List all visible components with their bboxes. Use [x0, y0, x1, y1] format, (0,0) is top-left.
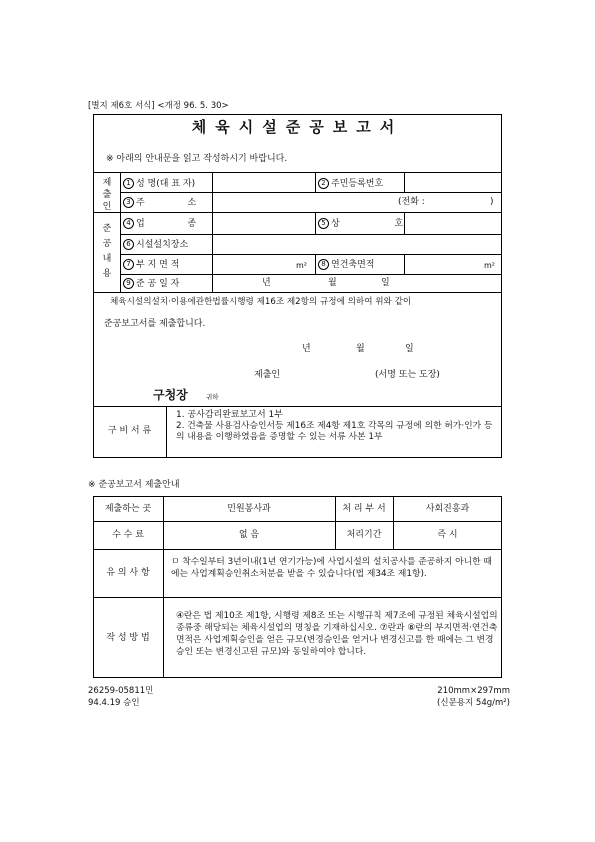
completion-date-input[interactable]: [213, 275, 501, 291]
method-label: 작 성 방 법: [106, 633, 150, 643]
name-input[interactable]: [213, 173, 314, 191]
statement-day: 일: [405, 344, 414, 354]
guide-heading: ※ 준공보고서 제출안내: [88, 480, 180, 490]
trade-name-input[interactable]: [405, 213, 501, 233]
statement-line-1: 체육시설의설치·이용에관한법률시행령 제16조 제2항의 규정에 의하여 위와 같이: [110, 297, 412, 307]
field-1-label: 1 성 명(대 표 자): [123, 178, 195, 190]
field-6-label: 6 시설설치장소: [123, 239, 188, 251]
field-5-label: 5 상 호: [318, 218, 429, 230]
field-9-label: 9 준 공 일 자: [123, 278, 179, 290]
completion-month: 월: [328, 278, 337, 288]
submit-to-label: 제출하는 곳: [104, 504, 152, 514]
fee-label: 수 수 료: [112, 530, 144, 540]
site-area-unit: m²: [296, 261, 307, 270]
form-number: [별지 제6호 서식] <개정 96. 5. 30>: [88, 101, 229, 111]
department-label: 처 리 부 서: [342, 504, 386, 514]
period-label: 처리기간: [346, 530, 382, 540]
field-8-label: 8 연건축면적: [318, 259, 374, 271]
attachment-2: 2. 건축물 사용검사승인서등 제16조 제4항 제1호 각목의 규정에 의한 허가·인가 등의 내용을 이행하였음을 증명할 수 있는 서류 사본 1부: [176, 421, 493, 442]
caution-text: ㅁ 착수일부터 3년이내(1년 연기가능)에 사업시설의 설치공사를 준공하지 아니한 때에는 사업계획승인취소처분을 받을 수 있습니다(법 제34조 제1항).: [171, 557, 492, 579]
phone-label: (전화 :: [398, 197, 425, 207]
statement-month: 월: [356, 344, 365, 354]
field-2-label: 2 주민등록번호: [318, 178, 383, 190]
applicant-section-label: 제출인: [102, 178, 112, 212]
footer-paper: (신문용지 54g/m²): [437, 698, 510, 708]
field-3-label: 3 주 소: [123, 197, 216, 209]
signature-label: (서명 또는 도장): [375, 370, 440, 380]
recipient-suffix: 귀하: [206, 393, 219, 401]
recipient: 구청장: [153, 388, 188, 402]
statement-line-2: 준공보고서를 제출합니다.: [104, 319, 206, 329]
facility-location-input[interactable]: [213, 235, 501, 253]
completion-section-label: 준공내용: [102, 224, 112, 279]
notice-text: ※ 아래의 안내문을 읽고 작성하시기 바랍니다.: [106, 154, 288, 164]
attachments-label: 구 비 서 류: [107, 426, 152, 436]
fee-value: 없 음: [238, 530, 260, 540]
caution-label: 유 의 사 항: [106, 568, 150, 578]
footer-approval: 94.4.19 승인: [88, 698, 140, 708]
completion-year: 년: [262, 278, 271, 288]
phone-close: ): [490, 197, 494, 207]
department-value: 사회진흥과: [425, 504, 470, 514]
statement-year: 년: [302, 344, 311, 354]
business-type-input[interactable]: [213, 213, 314, 233]
submitter-label: 제출인: [254, 370, 281, 380]
floor-area-unit: m²: [484, 261, 495, 270]
field-7-label: 7 부 지 면 적: [123, 259, 179, 271]
period-value: 즉 시: [437, 530, 458, 540]
address-input[interactable]: [213, 193, 501, 211]
form-title: 체육시설준공보고서: [191, 118, 404, 136]
footer-code: 26259-05811민: [88, 686, 154, 696]
footer-size: 210mm×297mm: [437, 686, 510, 696]
resident-number-input[interactable]: [405, 173, 501, 191]
field-4-label: 4 업 종: [123, 218, 216, 230]
completion-day: 일: [381, 278, 390, 288]
method-text: ④란은 법 제10조 제1항, 시행령 제8조 또는 시행규칙 제7조에 규정된 체육시설업의 종류중 해당되는 체육시설업의 명칭을 기재하십시오. ⑦란과 ⑧란의 부지면적·연건축면적은 사업계획승인을 얻은 규모(변경승인을 얻거나 변경신고를 한 때에는 그 변경승인 또는 변경신고된 규모)와 동일하여야 합니다.: [176, 611, 498, 657]
attachment-1: 1. 공사감리완료보고서 1부: [176, 410, 283, 420]
submit-to-value: 민원봉사과: [227, 504, 271, 514]
